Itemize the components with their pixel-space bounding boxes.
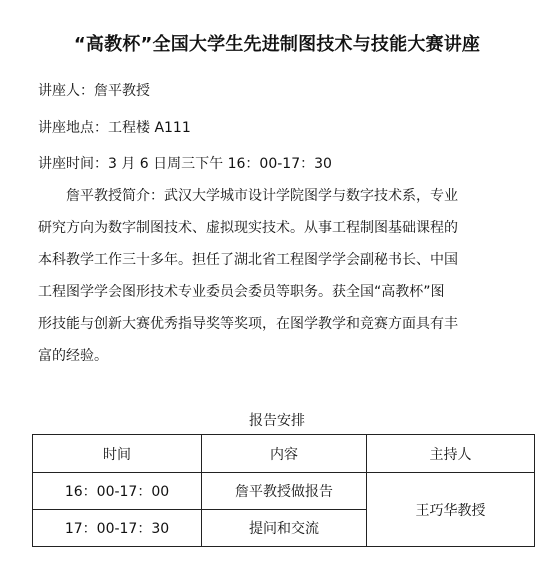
bio-line: 本科教学工作三十多年。担任了湖北省工程图学学会副秘书长、中国: [38, 252, 458, 268]
bio-line: 富的经验。: [38, 348, 108, 364]
speaker-bio: [38, 180, 518, 372]
header-content: 内容: [202, 435, 367, 473]
schedule-table: [32, 434, 535, 547]
header-time: 时间: [33, 435, 202, 473]
notice-title: “高教杯”全国大学生先进制图技术与技能大赛讲座: [73, 34, 481, 55]
header-host: 主持人: [367, 435, 535, 473]
speaker-line: 讲座人：詹平教授: [38, 83, 150, 99]
bio-line: 研究方向为数字制图技术、虚拟现实技术。从事工程制图基础课程的: [38, 220, 458, 236]
host-cell: 王巧华教授: [367, 473, 535, 547]
table-header-row: [33, 435, 535, 473]
time-line: 讲座时间：3 月 6 日周三下午 16：00-17：30: [38, 156, 332, 172]
bio-line: 形技能与创新大赛优秀指导奖等奖项，在图学教学和竞赛方面具有丰: [38, 316, 458, 332]
schedule-caption: 报告安排: [249, 413, 305, 429]
bio-line: 詹平教授简介：武汉大学城市设计学院图学与数字技术系，专业: [66, 188, 458, 204]
row-time: 16：00-17：00: [33, 473, 202, 510]
row-content: 詹平教授做报告: [202, 473, 367, 510]
row-content: 提问和交流: [202, 510, 367, 547]
location-line: 讲座地点：工程楼 A111: [38, 120, 191, 136]
table-row: [33, 473, 535, 510]
bio-line: 工程图学学会图形技术专业委员会委员等职务。获全国“高教杯”图: [38, 284, 445, 300]
row-time: 17：00-17：30: [33, 510, 202, 547]
